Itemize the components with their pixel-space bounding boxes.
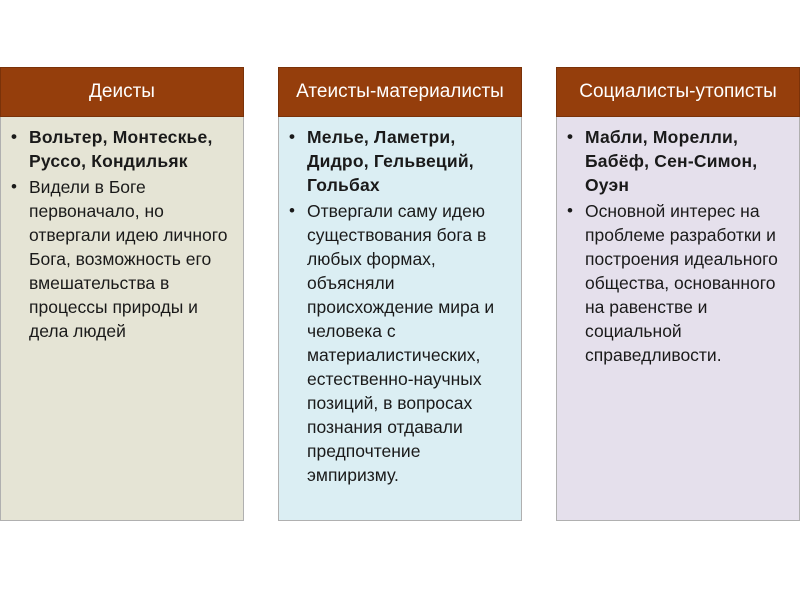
list-item-description <box>285 199 515 487</box>
description-text: Основной интерес на проблеме разработки и построения идеального общества, основанного на равенстве и социальной справедливости. <box>585 201 778 365</box>
bullet-icon: • <box>11 177 17 196</box>
list-item-description <box>7 175 237 343</box>
column-body-atheists <box>278 117 522 521</box>
names-text: Мелье, Ламетри, Дидро, Гельвеций, Гольбах <box>307 127 474 195</box>
bullet-list <box>563 125 793 367</box>
column-deists <box>0 67 244 521</box>
names-text: Вольтер, Монтескье, Руссо, Кондильяк <box>29 127 213 171</box>
bullet-icon: • <box>289 127 296 146</box>
column-body-utopians <box>556 117 800 521</box>
bullet-list <box>285 125 515 487</box>
description-text: Отвергали саму идею существования бога в любых формах, объясняли происхождение мира и человека с материалистических, естественно-научных позиций, в вопросах познания отдавали предпочтение эмпиризму. <box>307 201 495 485</box>
list-item-names <box>285 125 515 197</box>
column-body-deists <box>0 117 244 521</box>
bullet-icon: • <box>289 201 295 220</box>
names-text: Мабли, Морелли, Бабёф, Сен-Симон, Оуэн <box>585 127 758 195</box>
description-text: Видели в Боге первоначало, но отвергали идею личного Бога, возможность его вмешательства в процессы природы и дела людей <box>29 177 228 341</box>
list-item-names <box>563 125 793 197</box>
column-header-utopians: Социалисты-утописты <box>556 67 800 117</box>
column-header-atheists: Атеисты-материалисты <box>278 67 522 117</box>
bullet-list <box>7 125 237 343</box>
column-utopians <box>556 67 800 521</box>
bullet-icon: • <box>567 127 574 146</box>
list-item-names <box>7 125 237 173</box>
bullet-icon: • <box>567 201 573 220</box>
list-item-description <box>563 199 793 367</box>
bullet-icon: • <box>11 127 18 146</box>
column-atheists <box>278 67 522 521</box>
column-header-deists: Деисты <box>0 67 244 117</box>
